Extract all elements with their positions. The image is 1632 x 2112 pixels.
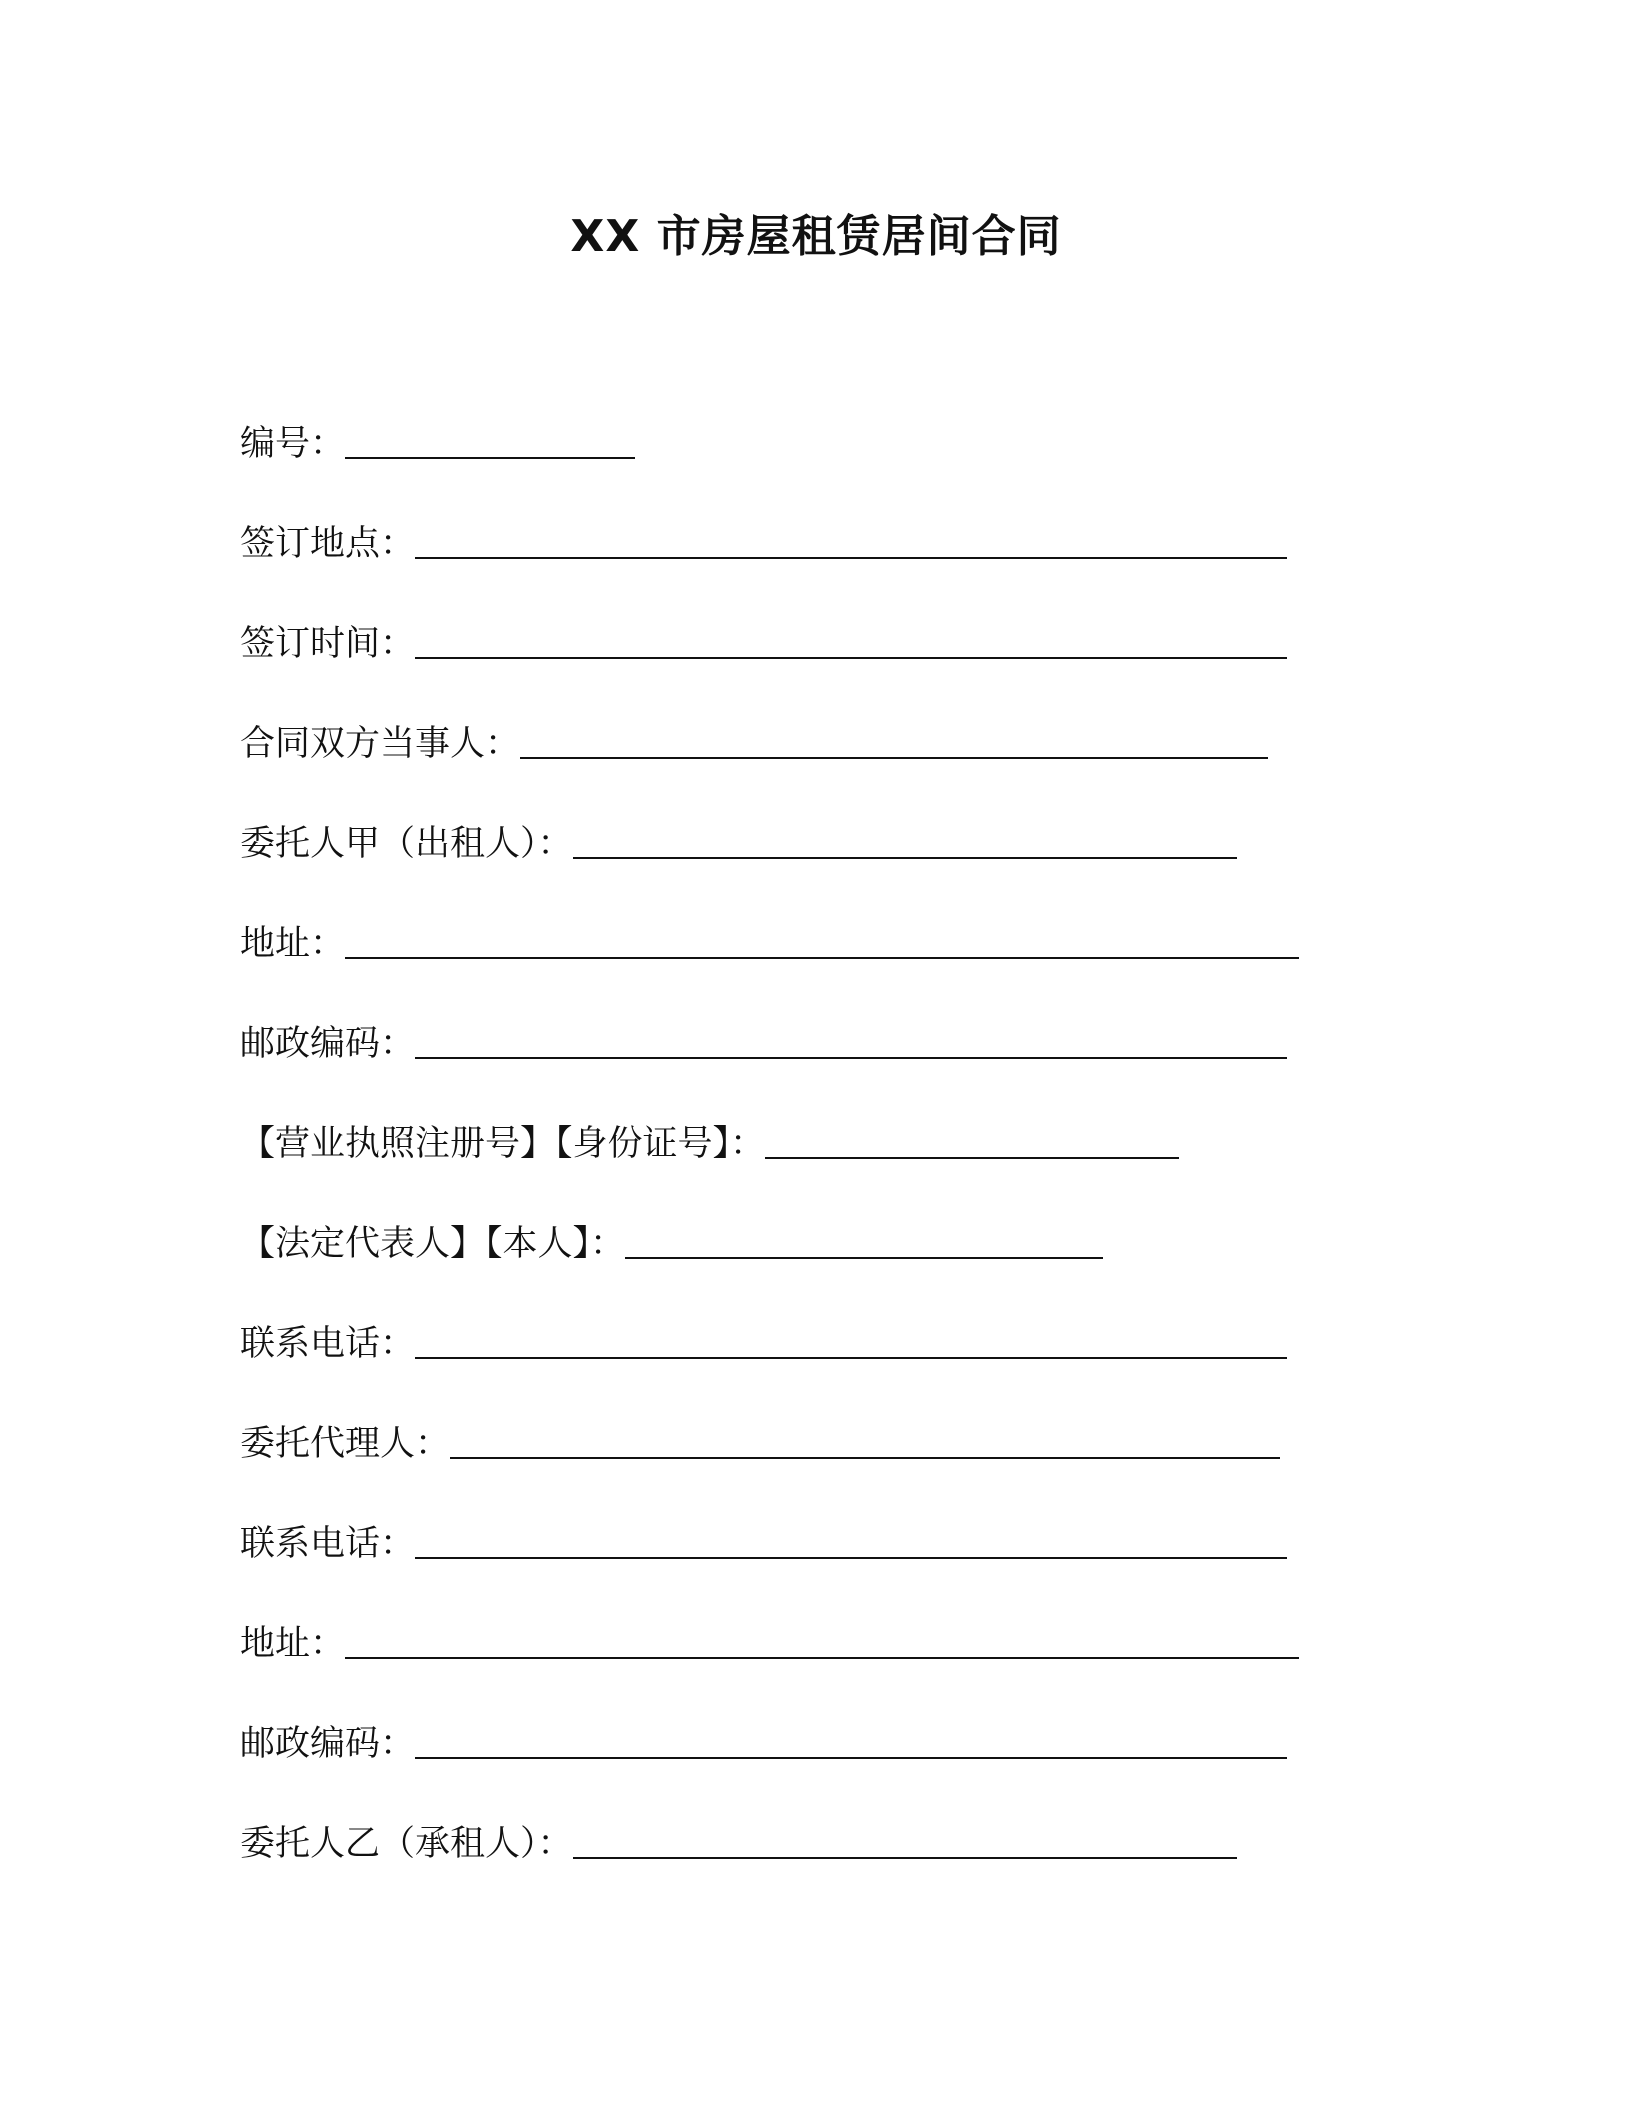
blank-line	[415, 657, 1287, 659]
blank-line	[415, 557, 1287, 559]
field-label: 委托代理人：	[240, 1424, 451, 1464]
field-phone-agent	[240, 1514, 1287, 1574]
blank-line	[625, 1257, 1103, 1259]
blank-line	[450, 1457, 1280, 1459]
blank-line	[415, 1557, 1287, 1559]
field-label: 合同双方当事人：	[240, 724, 521, 764]
field-label: 地址：	[240, 924, 346, 964]
field-principal-a-lessor	[240, 814, 1237, 874]
field-label: 地址：	[240, 1624, 346, 1664]
field-label: 编号：	[240, 424, 346, 464]
field-postal-code-a	[240, 1014, 1287, 1074]
field-address-agent	[240, 1614, 1299, 1674]
field-address-a	[240, 914, 1299, 974]
field-label: 联系电话：	[240, 1324, 416, 1364]
blank-line	[345, 1657, 1299, 1659]
field-label: 邮政编码：	[240, 1724, 416, 1764]
blank-line	[415, 1057, 1287, 1059]
field-signing-place	[240, 514, 1287, 574]
blank-line	[573, 1857, 1237, 1859]
field-phone-a	[240, 1314, 1287, 1374]
field-label: 签订时间：	[240, 624, 416, 664]
field-legal-representative	[240, 1214, 1103, 1274]
field-label: 联系电话：	[240, 1524, 416, 1564]
blank-line	[345, 457, 635, 459]
blank-line	[345, 957, 1299, 959]
blank-line	[765, 1157, 1179, 1159]
blank-line	[415, 1757, 1287, 1759]
blank-line	[573, 857, 1237, 859]
field-label: 邮政编码：	[240, 1024, 416, 1064]
blank-line	[520, 757, 1268, 759]
field-contract-number	[240, 414, 635, 474]
field-label: 【营业执照注册号】【身份证号】：	[240, 1124, 766, 1164]
field-label: 委托人乙（承租人）：	[240, 1824, 573, 1864]
field-postal-code-agent	[240, 1714, 1287, 1774]
field-signing-time	[240, 614, 1287, 674]
field-contract-parties	[240, 714, 1268, 774]
field-authorized-agent	[240, 1414, 1280, 1474]
field-label: 签订地点：	[240, 524, 416, 564]
field-label: 委托人甲（出租人）：	[240, 824, 573, 864]
field-license-id-number	[240, 1114, 1179, 1174]
field-label: 【法定代表人】【本人】：	[240, 1224, 626, 1264]
field-principal-b-lessee	[240, 1814, 1237, 1874]
document-title: XX 市房屋租赁居间合同	[570, 211, 1062, 262]
blank-line	[415, 1357, 1287, 1359]
